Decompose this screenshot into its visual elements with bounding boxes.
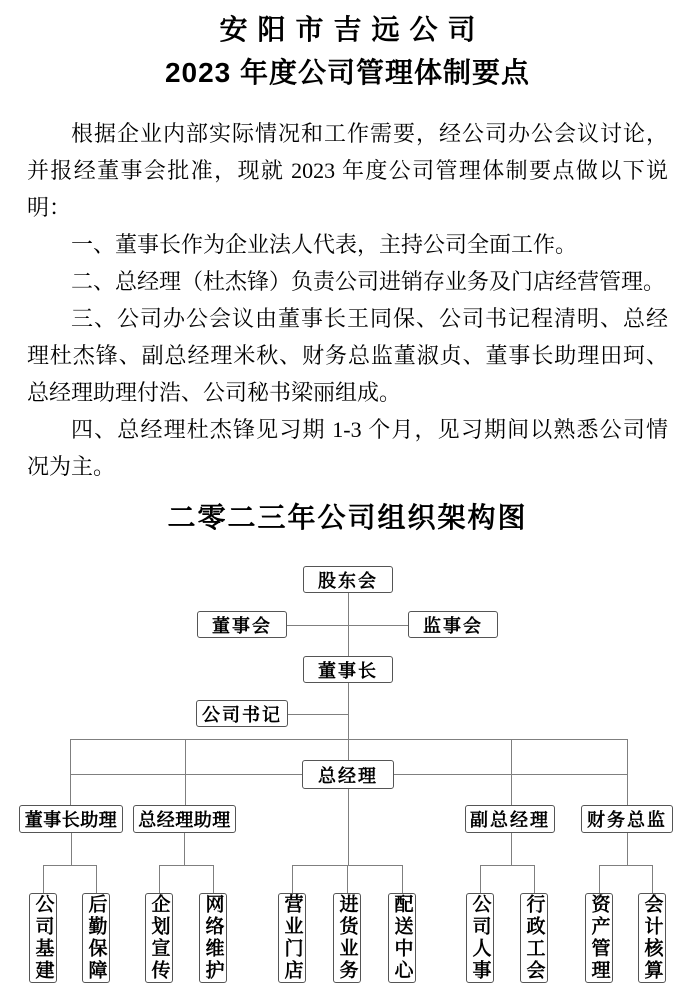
connector-line [480, 865, 481, 893]
connector-line [599, 865, 653, 866]
body-line: 并报经董事会批准，现就 2023 年度公司管理体制要点做以下说 [27, 158, 668, 183]
connector-line [71, 833, 72, 865]
org-node-construction: 公司基建 [29, 893, 57, 983]
body-line: 三、公司办公会议由董事长王同保、公司书记程清明、总经 [71, 306, 668, 331]
org-node-cfo: 财务总监 [581, 805, 673, 833]
org-node-delivery: 配送中心 [388, 893, 416, 983]
connector-line [534, 865, 535, 893]
connector-line [627, 833, 628, 865]
org-node-planning: 企划宣传 [145, 893, 173, 983]
org-node-secretary: 公司书记 [196, 700, 288, 727]
connector-line [70, 739, 71, 805]
org-node-supervisors: 监事会 [408, 611, 498, 638]
connector-line [159, 865, 214, 866]
org-node-board: 董事会 [197, 611, 287, 638]
document-title: 安阳市吉远公司 [219, 14, 486, 45]
body-line: 总经理助理付浩、公司秘书梁丽组成。 [27, 380, 402, 405]
connector-line [348, 789, 349, 865]
connector-line [627, 739, 628, 805]
connector-line [184, 833, 185, 865]
connector-line [185, 739, 186, 805]
connector-line [43, 865, 44, 893]
connector-line [511, 833, 512, 865]
org-node-chairman: 董事长 [303, 656, 393, 683]
body-line: 理杜杰锋、副总经理米秋、财务总监董淑贞、董事长助理田珂、 [27, 343, 668, 368]
org-node-shareholders: 股东会 [303, 566, 393, 593]
connector-line [348, 683, 349, 760]
body-line: 况为主。 [27, 454, 116, 479]
org-node-logistics: 后勤保障 [82, 893, 110, 983]
org-node-purchasing: 进货业务 [333, 893, 361, 983]
connector-line [480, 865, 535, 866]
body-line: 根据企业内部实际情况和工作需要，经公司办公会议讨论， [71, 121, 668, 146]
connector-line [511, 739, 512, 805]
connector-line [652, 865, 653, 893]
connector-line [70, 739, 628, 740]
org-node-chairman-assistant: 董事长助理 [19, 805, 123, 833]
body-line: 明： [27, 195, 72, 220]
org-node-network: 网络维护 [199, 893, 227, 983]
org-chart-title: 二零二三年公司组织架构图 [167, 502, 528, 533]
connector-line [287, 625, 408, 626]
connector-line [159, 865, 160, 893]
connector-line [43, 865, 97, 866]
body-line: 一、董事长作为企业法人代表，主持公司全面工作。 [71, 232, 578, 257]
connector-line [347, 865, 348, 893]
connector-line [292, 865, 293, 893]
connector-line [599, 865, 600, 893]
org-node-deputy-gm: 副总经理 [465, 805, 555, 833]
org-node-gm: 总经理 [302, 760, 394, 789]
document-subtitle: 2023 年度公司管理体制要点 [164, 57, 531, 88]
org-node-stores: 营业门店 [278, 893, 306, 983]
connector-line [96, 865, 97, 893]
connector-line [288, 714, 348, 715]
connector-line [213, 865, 214, 893]
org-node-hr: 公司人事 [466, 893, 494, 983]
connector-line [402, 865, 403, 893]
body-line: 二、总经理（杜杰锋）负责公司进销存业务及门店经营管理。 [71, 269, 666, 294]
org-node-gm-assistant: 总经理助理 [133, 805, 236, 833]
body-line: 四、总经理杜杰锋见习期 1-3 个月，见习期间以熟悉公司情 [71, 417, 668, 442]
org-node-assets: 资产管理 [585, 893, 613, 983]
org-node-accounting: 会计核算 [638, 893, 666, 983]
org-node-union: 行政工会 [520, 893, 548, 983]
